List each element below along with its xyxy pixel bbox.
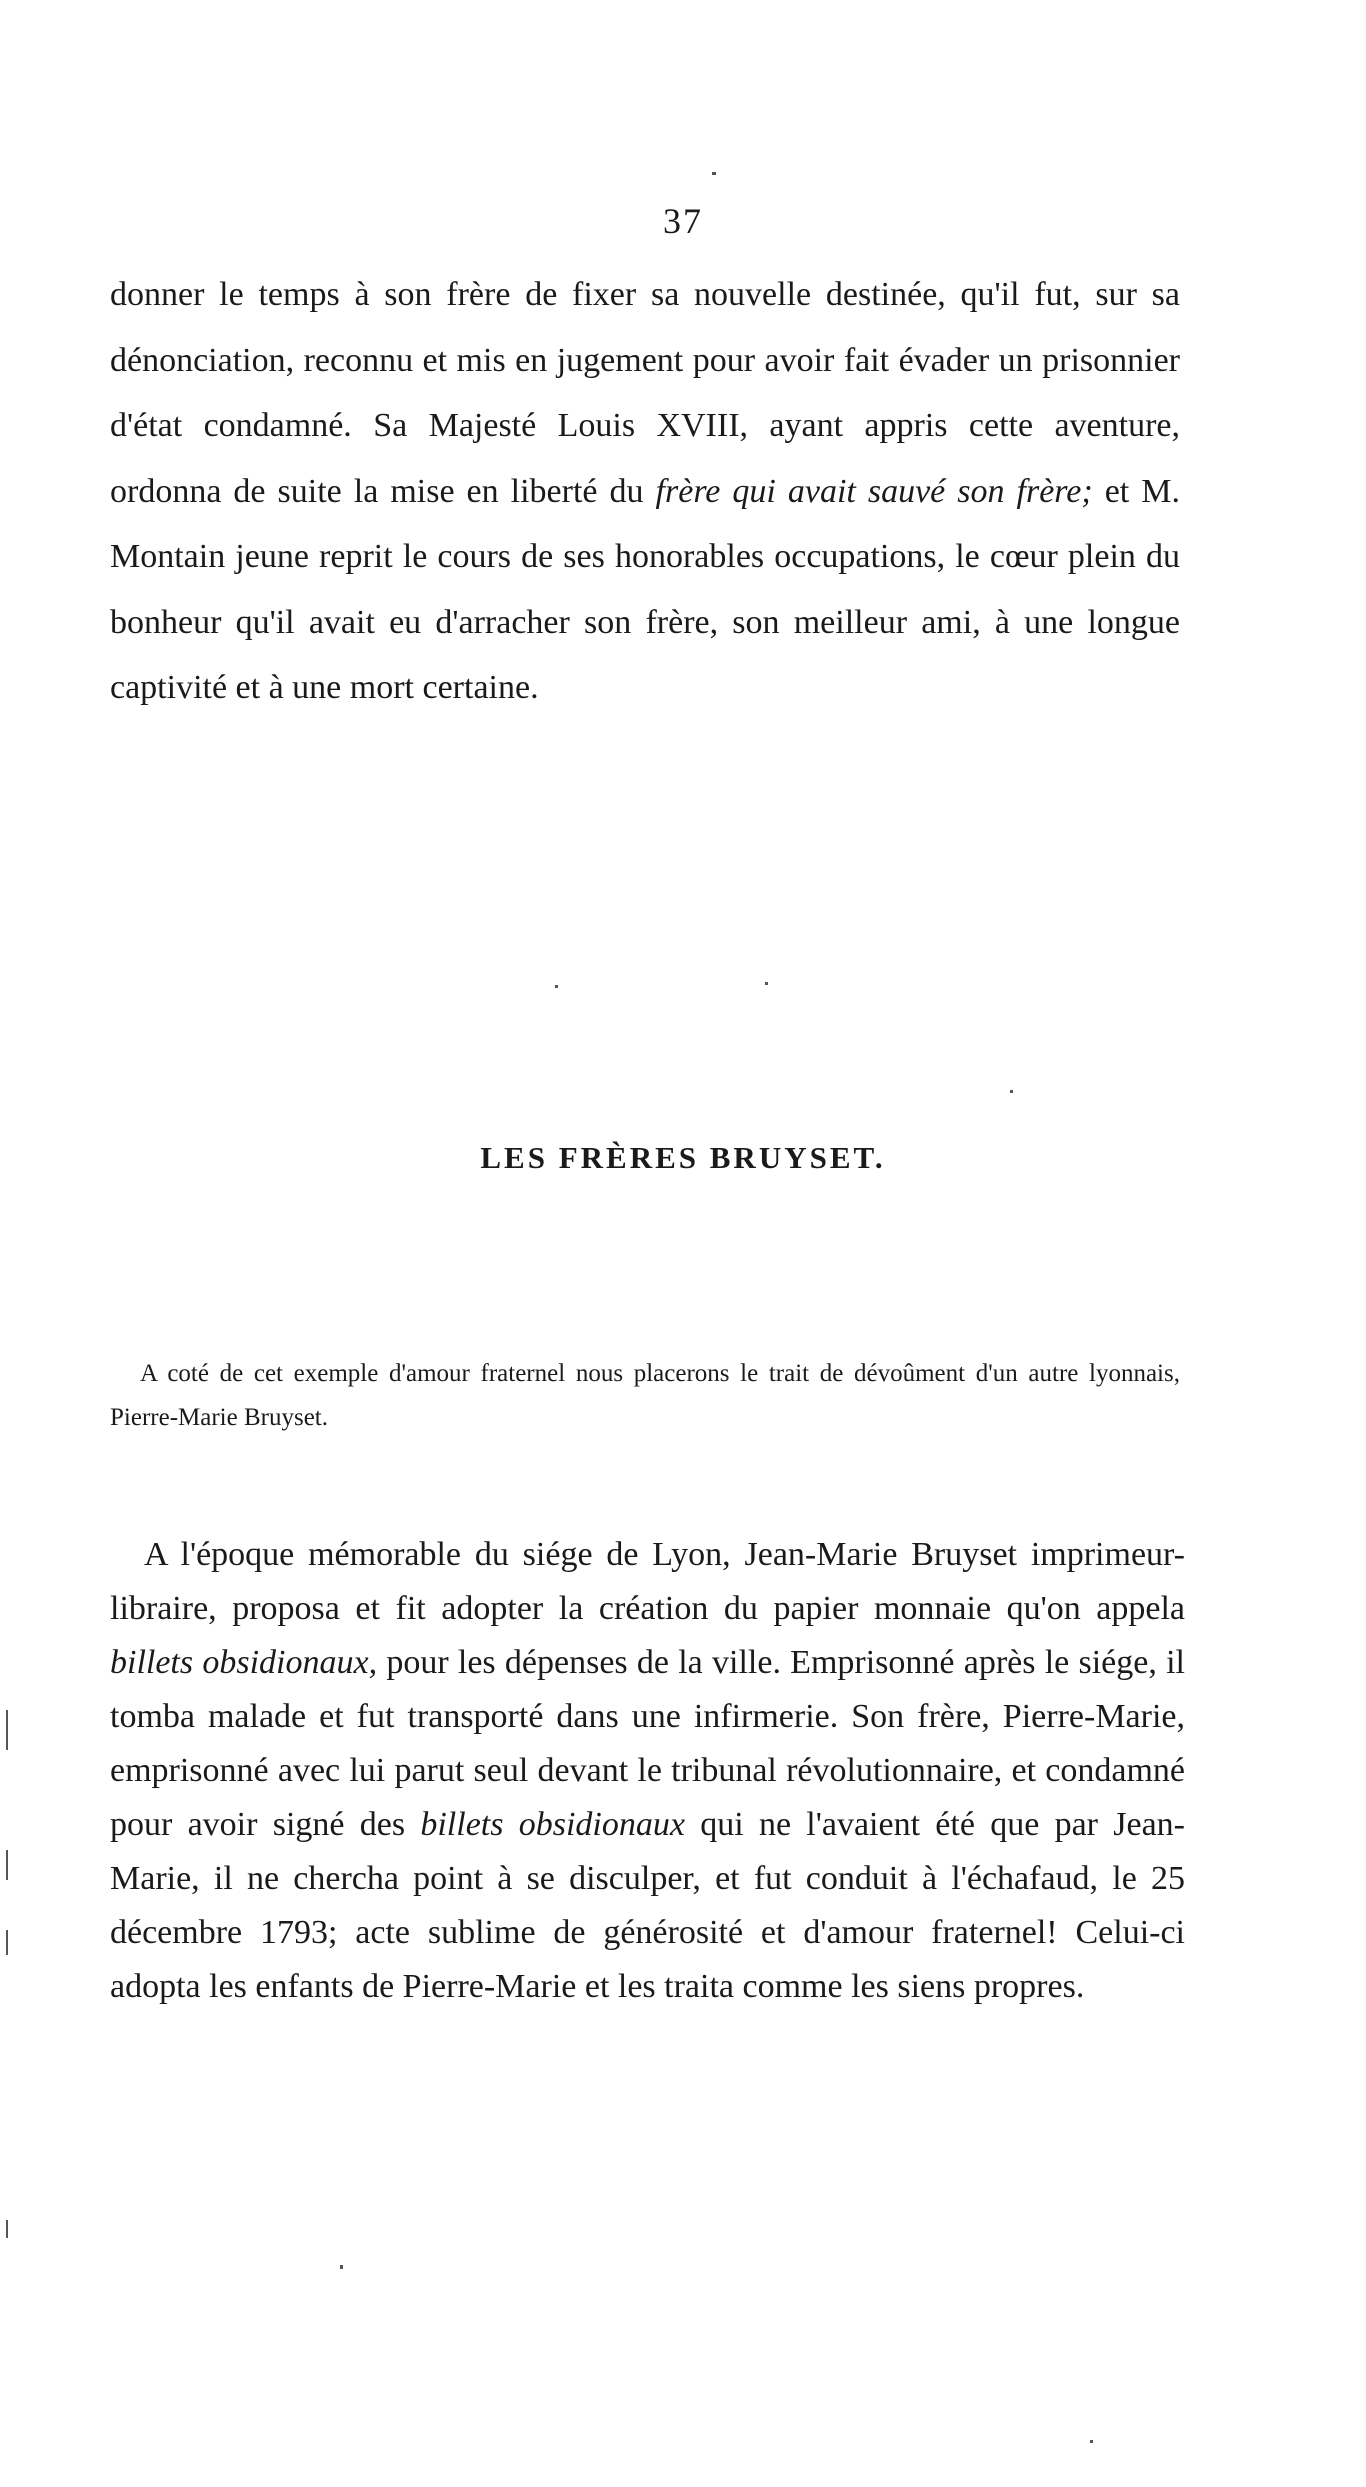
top-paragraph-text-1: donner le temps à son frère de fixer sa nouvelle destinée, qu'il fut, sur sa dénonciation, reconnu et mis en jugement pour avoir fait évader un prisonnier d'état condamné. Sa Majesté Louis XVIII, ayant appris cette aventure, ordonna de suite la mise en liberté du (110, 276, 1180, 510)
second-paragraph (110, 1528, 1185, 2014)
scan-speck (6, 1930, 8, 1955)
scan-speck (1010, 1090, 1013, 1093)
section-title: LES FRÈRES BRUYSET. (480, 1140, 886, 1175)
scan-speck (765, 982, 768, 985)
second-paragraph-part-2: pour les dépenses de la ville. Emprisonné après le siége, il tomba malade et fut transporté dans une infirmerie. Son frère, Pierre-Marie, emprisonné avec lui parut seul devant le tribunal révolutionnaire, et condamné pour avoir signé des (110, 1644, 1185, 1843)
top-paragraph-italic: frère qui avait sauvé son frère; (655, 472, 1093, 510)
top-paragraph-text-2: et M. Montain jeune reprit le cours de ses honorables occupations, le cœur plein du bonheur qu'il avait eu d'arracher son frère, son meilleur ami, à une longue captivité et à une mort certaine. (110, 472, 1180, 706)
scan-speck (340, 2265, 343, 2269)
intro-note: A coté de cet exemple d'amour fraternel nous placerons le trait de dévoûment d'un autre lyonnais, Pierre-Marie Bruyset. (110, 1360, 1180, 1431)
scan-speck (6, 2220, 8, 2238)
scan-speck (712, 172, 716, 175)
top-paragraph (110, 262, 1180, 721)
scan-speck (6, 1850, 8, 1880)
second-paragraph-part-3: qui ne l'avaient été que par Jean-Marie, il ne chercha point à se disculper, et fut conduit à l'échafaud, le 25 décembre 1793; acte sublime de générosité et d'amour fraternel! Celui-ci adopta les enfants de Pierre-Marie et les traita comme les siens propres. (110, 1806, 1185, 2005)
scan-speck (1090, 2440, 1093, 2443)
second-paragraph-italic-2: billets obsidionaux (420, 1806, 685, 1843)
scan-speck (6, 1710, 8, 1750)
page-number: 37 (663, 201, 703, 241)
second-paragraph-part-1: A l'époque mémorable du siége de Lyon, Jean-Marie Bruyset imprimeur-libraire, proposa et fit adopter la création du papier monnaie qu'on appela (110, 1536, 1185, 1627)
second-paragraph-italic-1: billets obsidionaux, (110, 1644, 378, 1681)
scan-speck (555, 985, 558, 988)
